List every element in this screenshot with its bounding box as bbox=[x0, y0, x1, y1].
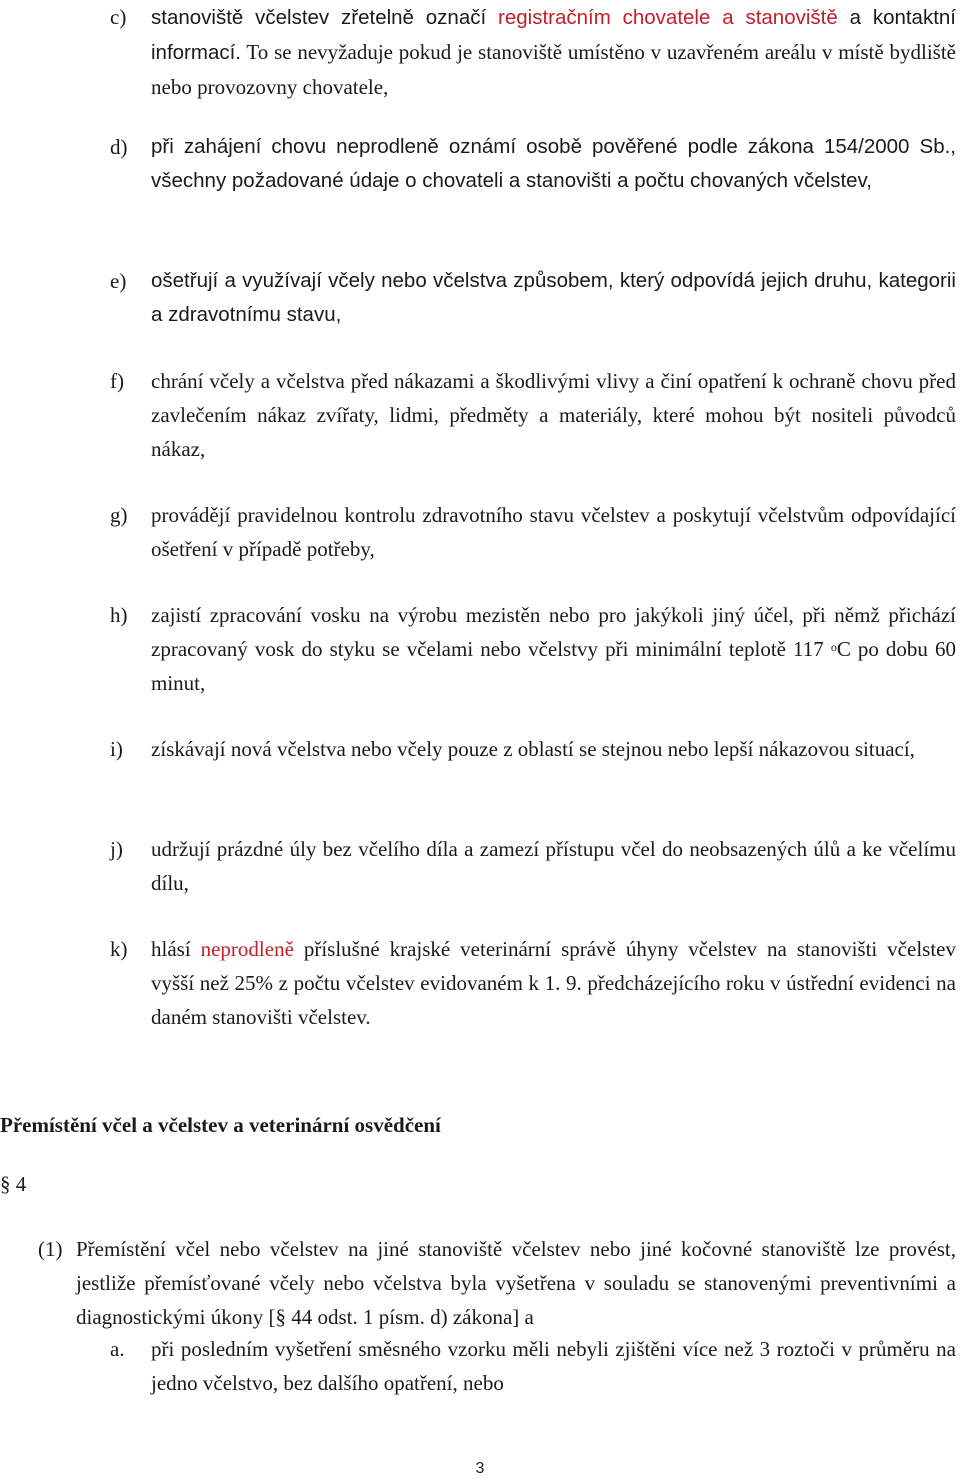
list-item-f bbox=[110, 364, 956, 466]
text-run: příslušné krajské veterinární správě úhyny včelstev na stanovišti včelstev vyšší než 25% z počtu včelstev evidovaném k 1. 9. předcházejícího roku v ústřední evidenci na daném stanovišti včelstev. bbox=[151, 937, 956, 1029]
list-item-i bbox=[110, 732, 956, 766]
sub-item-a bbox=[110, 1332, 956, 1400]
list-label: g) bbox=[110, 503, 128, 527]
list-item-d bbox=[110, 130, 956, 198]
list-text: při zahájení chovu neprodleně oznámí osobě pověřené podle zákona 154/2000 Sb., všechny požadované údaje o chovateli a stanovišti a počtu chovaných včelstev, bbox=[151, 135, 956, 192]
degree-superscript: o bbox=[830, 640, 837, 654]
text-run: stanoviště včelstev zřetelně označí bbox=[151, 6, 499, 29]
section-heading: Přemístění včel a včelstev a veterinární osvědčení bbox=[0, 1113, 441, 1137]
text-run: C po dobu 60 minut, bbox=[151, 637, 956, 695]
list-item-e bbox=[110, 264, 956, 332]
list-text: provádějí pravidelnou kontrolu zdravotního stavu včelstev a poskytují včelstvům odpovídající ošetření v případě potřeby, bbox=[151, 503, 956, 561]
list-label: k) bbox=[110, 937, 128, 961]
text-run: zajistí zpracování vosku na výrobu mezistěn nebo pro jakýkoli jiný účel, při němž přichází zpracovaný vosk do styku se včelami nebo včelstvy při minimální teplotě 117 bbox=[151, 603, 956, 661]
list-item-k bbox=[110, 932, 956, 1034]
paragraph-1 bbox=[38, 1232, 956, 1334]
list-item-h bbox=[110, 598, 956, 700]
list-label: e) bbox=[110, 269, 127, 293]
list-text bbox=[151, 932, 956, 1034]
list-text: ošetřují a využívají včely nebo včelstva způsobem, který odpovídá jejich druhu, kategorii a zdravotnímu stavu, bbox=[151, 269, 956, 326]
list-text bbox=[151, 0, 956, 104]
list-label: j) bbox=[110, 837, 123, 861]
text-run: a kontaktní informací. bbox=[151, 6, 957, 64]
list-label: h) bbox=[110, 603, 128, 627]
highlighted-text: neprodleně bbox=[200, 937, 294, 961]
text-run: To se nevyžaduje pokud je stanoviště umístěno v uzavřeném areálu v místě bydliště nebo provozovny chovatele, bbox=[151, 40, 956, 99]
page-number: 3 bbox=[475, 1460, 485, 1477]
list-label: d) bbox=[110, 135, 128, 159]
list-label: a. bbox=[110, 1337, 125, 1361]
list-text: získávají nová včelstva nebo včely pouze z oblastí se stejnou nebo lepší nákazovou situací, bbox=[151, 737, 915, 761]
highlighted-text: registračním chovatele a stanoviště bbox=[498, 6, 838, 29]
text-run: hlásí bbox=[151, 937, 201, 961]
list-text: udržují prázdné úly bez včelího díla a zamezí přístupu včel do neobsazených úlů a ke včelímu dílu, bbox=[151, 837, 956, 895]
list-text bbox=[151, 598, 956, 700]
paragraph-text: Přemístění včel nebo včelstev na jiné stanoviště včelstev nebo jiné kočovné stanoviště lze provést, jestliže přemísťované včely nebo včelstva byla vyšetřena v souladu se stanovenými preventivními a diagnostickými úkony [§ 44 odst. 1 písm. d) zákona] a bbox=[76, 1237, 956, 1329]
list-item-g bbox=[110, 498, 956, 566]
list-item-j bbox=[110, 832, 956, 900]
list-text: při posledním vyšetření směsného vzorku měli nebyli zjištěni více než 3 roztoči v průměru na jedno včelstvo, bez dalšího opatření, nebo bbox=[151, 1337, 956, 1395]
list-text: chrání včely a včelstva před nákazami a škodlivými vlivy a činí opatření k ochraně chovu před zavlečením nákaz zvířaty, lidmi, předměty a materiály, které mohou být nositeli původců nákaz, bbox=[151, 369, 956, 461]
paragraph-label: (1) bbox=[38, 1237, 63, 1261]
list-item-c bbox=[110, 0, 956, 104]
section-number: § 4 bbox=[0, 1172, 27, 1196]
list-label: i) bbox=[110, 737, 123, 761]
list-label: c) bbox=[110, 5, 127, 29]
list-label: f) bbox=[110, 369, 124, 393]
